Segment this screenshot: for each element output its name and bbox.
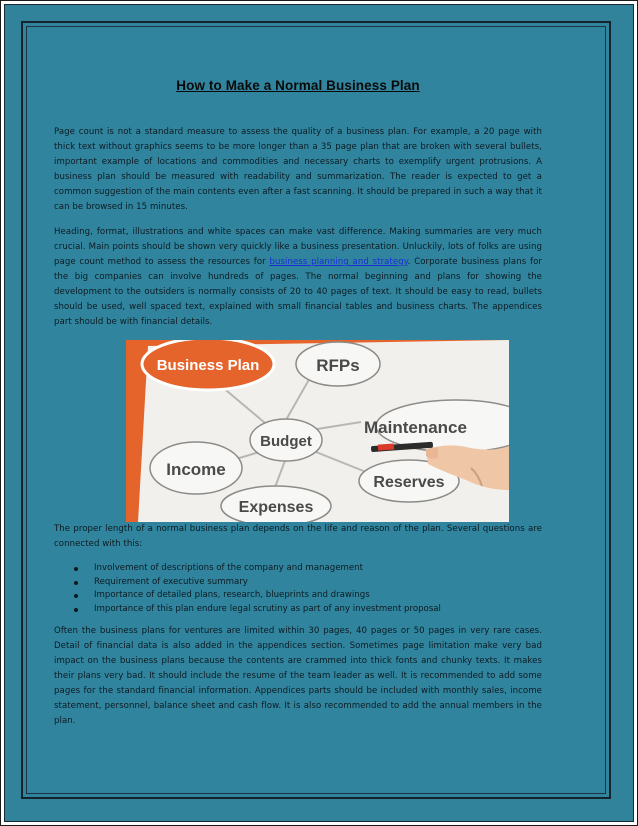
business-planning-link[interactable]: business planning and strategy	[269, 257, 408, 267]
bullet-icon	[74, 567, 78, 571]
list-item-text: Importance of this plan endure legal scrutiny as part of any investment proposal	[94, 603, 441, 614]
bullet-list	[54, 562, 542, 616]
list-item	[74, 589, 542, 603]
word-budget: Budget	[260, 433, 312, 450]
document-content	[54, 53, 542, 739]
word-expenses: Expenses	[238, 499, 314, 516]
business-plan-image	[126, 340, 509, 522]
word-reserves: Reserves	[373, 474, 445, 491]
list-item	[74, 562, 542, 576]
list-item-text: Requirement of executive summary	[94, 576, 248, 587]
list-item-text: Importance of detailed plans, research, blueprints and drawings	[94, 590, 370, 600]
word-rfps: RFPs	[316, 356, 360, 375]
bullet-icon	[74, 594, 78, 598]
document-title: How to Make a Normal Business Plan	[176, 78, 420, 93]
word-maintenance: Maintenance	[364, 418, 467, 437]
paragraph-2-text-b: . Corporate business plans for the big companies can involve hundreds of pages. The normal beginning and plans for showing the development to the outsiders is normally consists of 20 to 40 pages of text. It should be easy to read, bullets should be used, well spaced text, explained with small financial tables and business charts. The appendices part should be with financial details.	[54, 257, 542, 327]
list-item-text: Involvement of descriptions of the company and management	[94, 563, 363, 573]
paragraph-1: Page count is not a standard measure to assess the quality of a business plan. For example, a 20 page with thick text without graphics seems to be more longer than a 35 page plan that are broken with several bullets, important example of locations and commodities and necessary charts to exemplify urgent protrusions. A business plan should be measured with readability and summarization. The reader is expected to get a common suggestion of the main contents even after a fast scanning. It should be prepared in such a way that it can be browsed in 15 minutes.	[54, 127, 542, 212]
list-item	[74, 576, 542, 590]
mind-map-illustration	[126, 340, 509, 522]
list-item	[74, 603, 542, 617]
bullet-icon	[74, 581, 78, 585]
paragraph-2-text-a: Heading, format, illustrations and white spaces can make vast difference. Making summaries are very much crucial. Main points should be shown very quickly like a business presentation. Unluckily, lots of folks are using page count method to assess the resources for	[54, 227, 542, 267]
paragraph-4: Often the business plans for ventures are limited within 30 pages, 40 pages or 50 pages in very rare cases. Detail of financial data is also added in the appendices section. Sometimes page limitation make very bad impact on the business plans because the contents are crammed into thick fonts and chunky texts. It makes their plans very bad. It should include the resume of the team leader as well. It is recommended to add some pages for the standard financial information. Appendices parts should be included with monthly sales, income statement, personnel, balance sheet and cash flow. It is also recommended to add the annual members in the plan.	[54, 626, 542, 726]
paragraph-2	[54, 225, 542, 330]
word-income: Income	[166, 460, 226, 479]
paragraph-3: The proper length of a normal business plan depends on the life and reason of the plan. Several questions are connected with this:	[54, 524, 542, 549]
bullet-icon	[74, 608, 78, 612]
word-business-plan: Business Plan	[156, 357, 260, 374]
